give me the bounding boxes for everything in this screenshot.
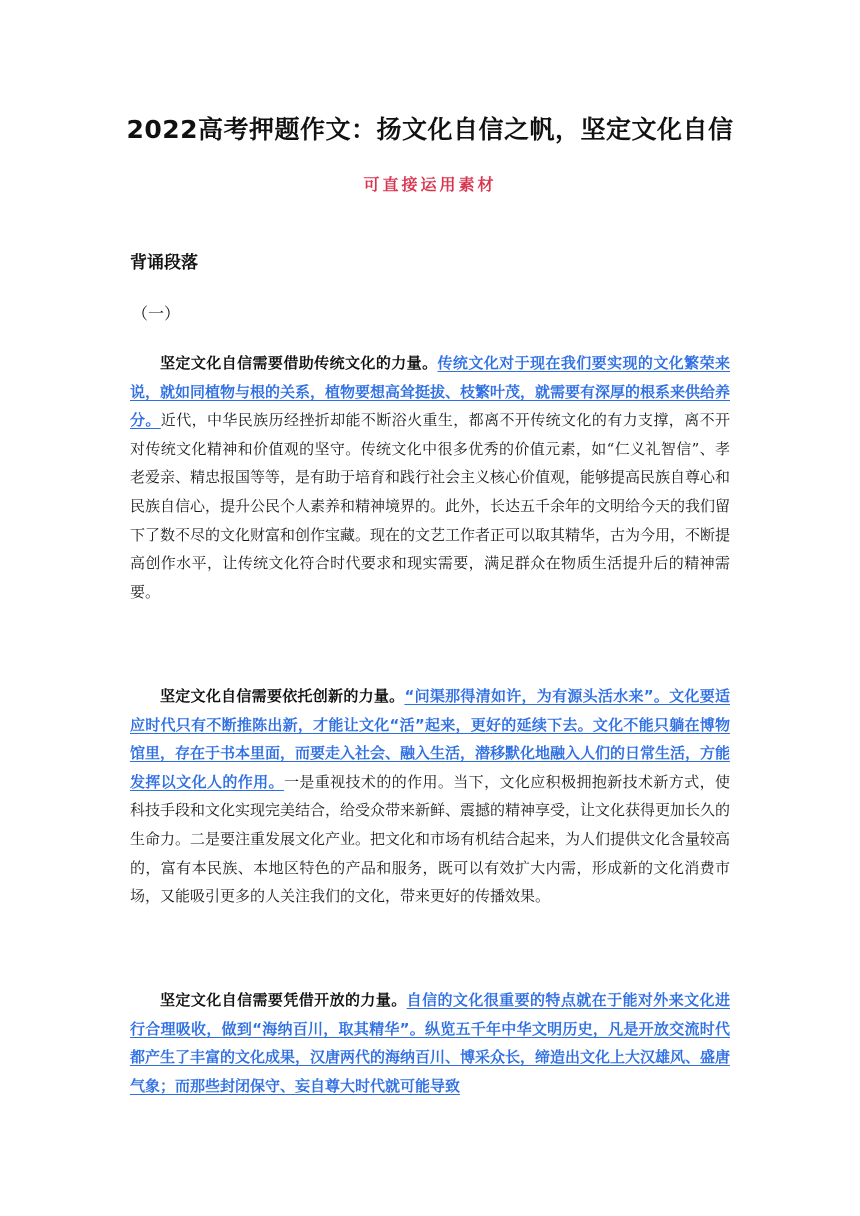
paragraph-body: 一是重视技术的的作用。当下，文化应积极拥抱新技术新方式，使科技手段和文化实现完美结合，给受众带来新鲜、震撼的精神享受，让文化获得更加长久的生命力。二是要注重发展文化产业。把文化和市场有机结合起来，为人们提供文化含量较高的，富有本民族、本地区特色的产品和服务，既可以有效扩大内需，形成新的文化消费市场，又能吸引更多的人关注我们的文化，带来更好的传播效果。: [130, 772, 731, 906]
sub-heading: （一）: [132, 304, 181, 323]
section-heading: 背诵段落: [130, 253, 198, 273]
page-subtitle: 可直接运用素材: [363, 175, 497, 194]
paragraph-body: 近代，中华民族历经挫折却能不断浴火重生，都离不开传统文化的有力支撑，离不开对传统文化精神和价值观的坚守。传统文化中很多优秀的价值元素，如“仁义礼智信”、孝老爱亲、精忠报国等等，是有助于培育和践行社会主义核心价值观，能够提高民族自尊心和民族自信心，提升公民个人素养和精神境界的。此外，长达五千余年的文明给今天的我们留下了数不尽的文化财富和创作宝藏。现在的文艺工作者正可以取其精华，古为今用，不断提高创作水平，让传统文化符合时代要求和现实需要，满足群众在物质生活提升后的精神需要。: [130, 411, 731, 601]
paragraph-highlight: 传统文化对于现在我们要实现的文化繁荣来说，就如同植物与根的关系，植物要想高耸挺拔、枝繁叶茂，就需要有深厚的根系来供给养分。: [130, 354, 731, 430]
paragraph-lead: 坚定文化自信需要借助传统文化的力量。: [160, 354, 438, 372]
paragraph-highlight: “问渠那得清如许，为有源头活水来”。文化要适应时代只有不断推陈出新，才能让文化“活”起来，更好的延续下去。文化不能只躺在博物馆里，存在于书本里面，而要走入社会、融入生活，潜移默化地融入人们的日常生活，方能发挥以文化人的作用。: [130, 687, 731, 791]
paragraph-2: [130, 682, 730, 911]
page-title: 2022高考押题作文：扬文化自信之帆，坚定文化自信: [126, 115, 734, 144]
paragraph-3: [130, 986, 730, 1100]
paragraph-highlight: 自信的文化很重要的特点就在于能对外来文化进行合理吸收，做到“海纳百川，取其精华”。纵览五千年中华文明历史，凡是开放交流时代都产生了丰富的文化成果，汉唐两代的海纳百川、博采众长，缔造出文化上大汉雄风、盛唐气象；而那些封闭保守、妄自尊大时代就可能导致: [130, 991, 731, 1095]
paragraph-lead: 坚定文化自信需要依托创新的力量。: [160, 687, 405, 705]
paragraph-lead: 坚定文化自信需要凭借开放的力量。: [160, 991, 407, 1009]
paragraph-1: [130, 349, 730, 606]
